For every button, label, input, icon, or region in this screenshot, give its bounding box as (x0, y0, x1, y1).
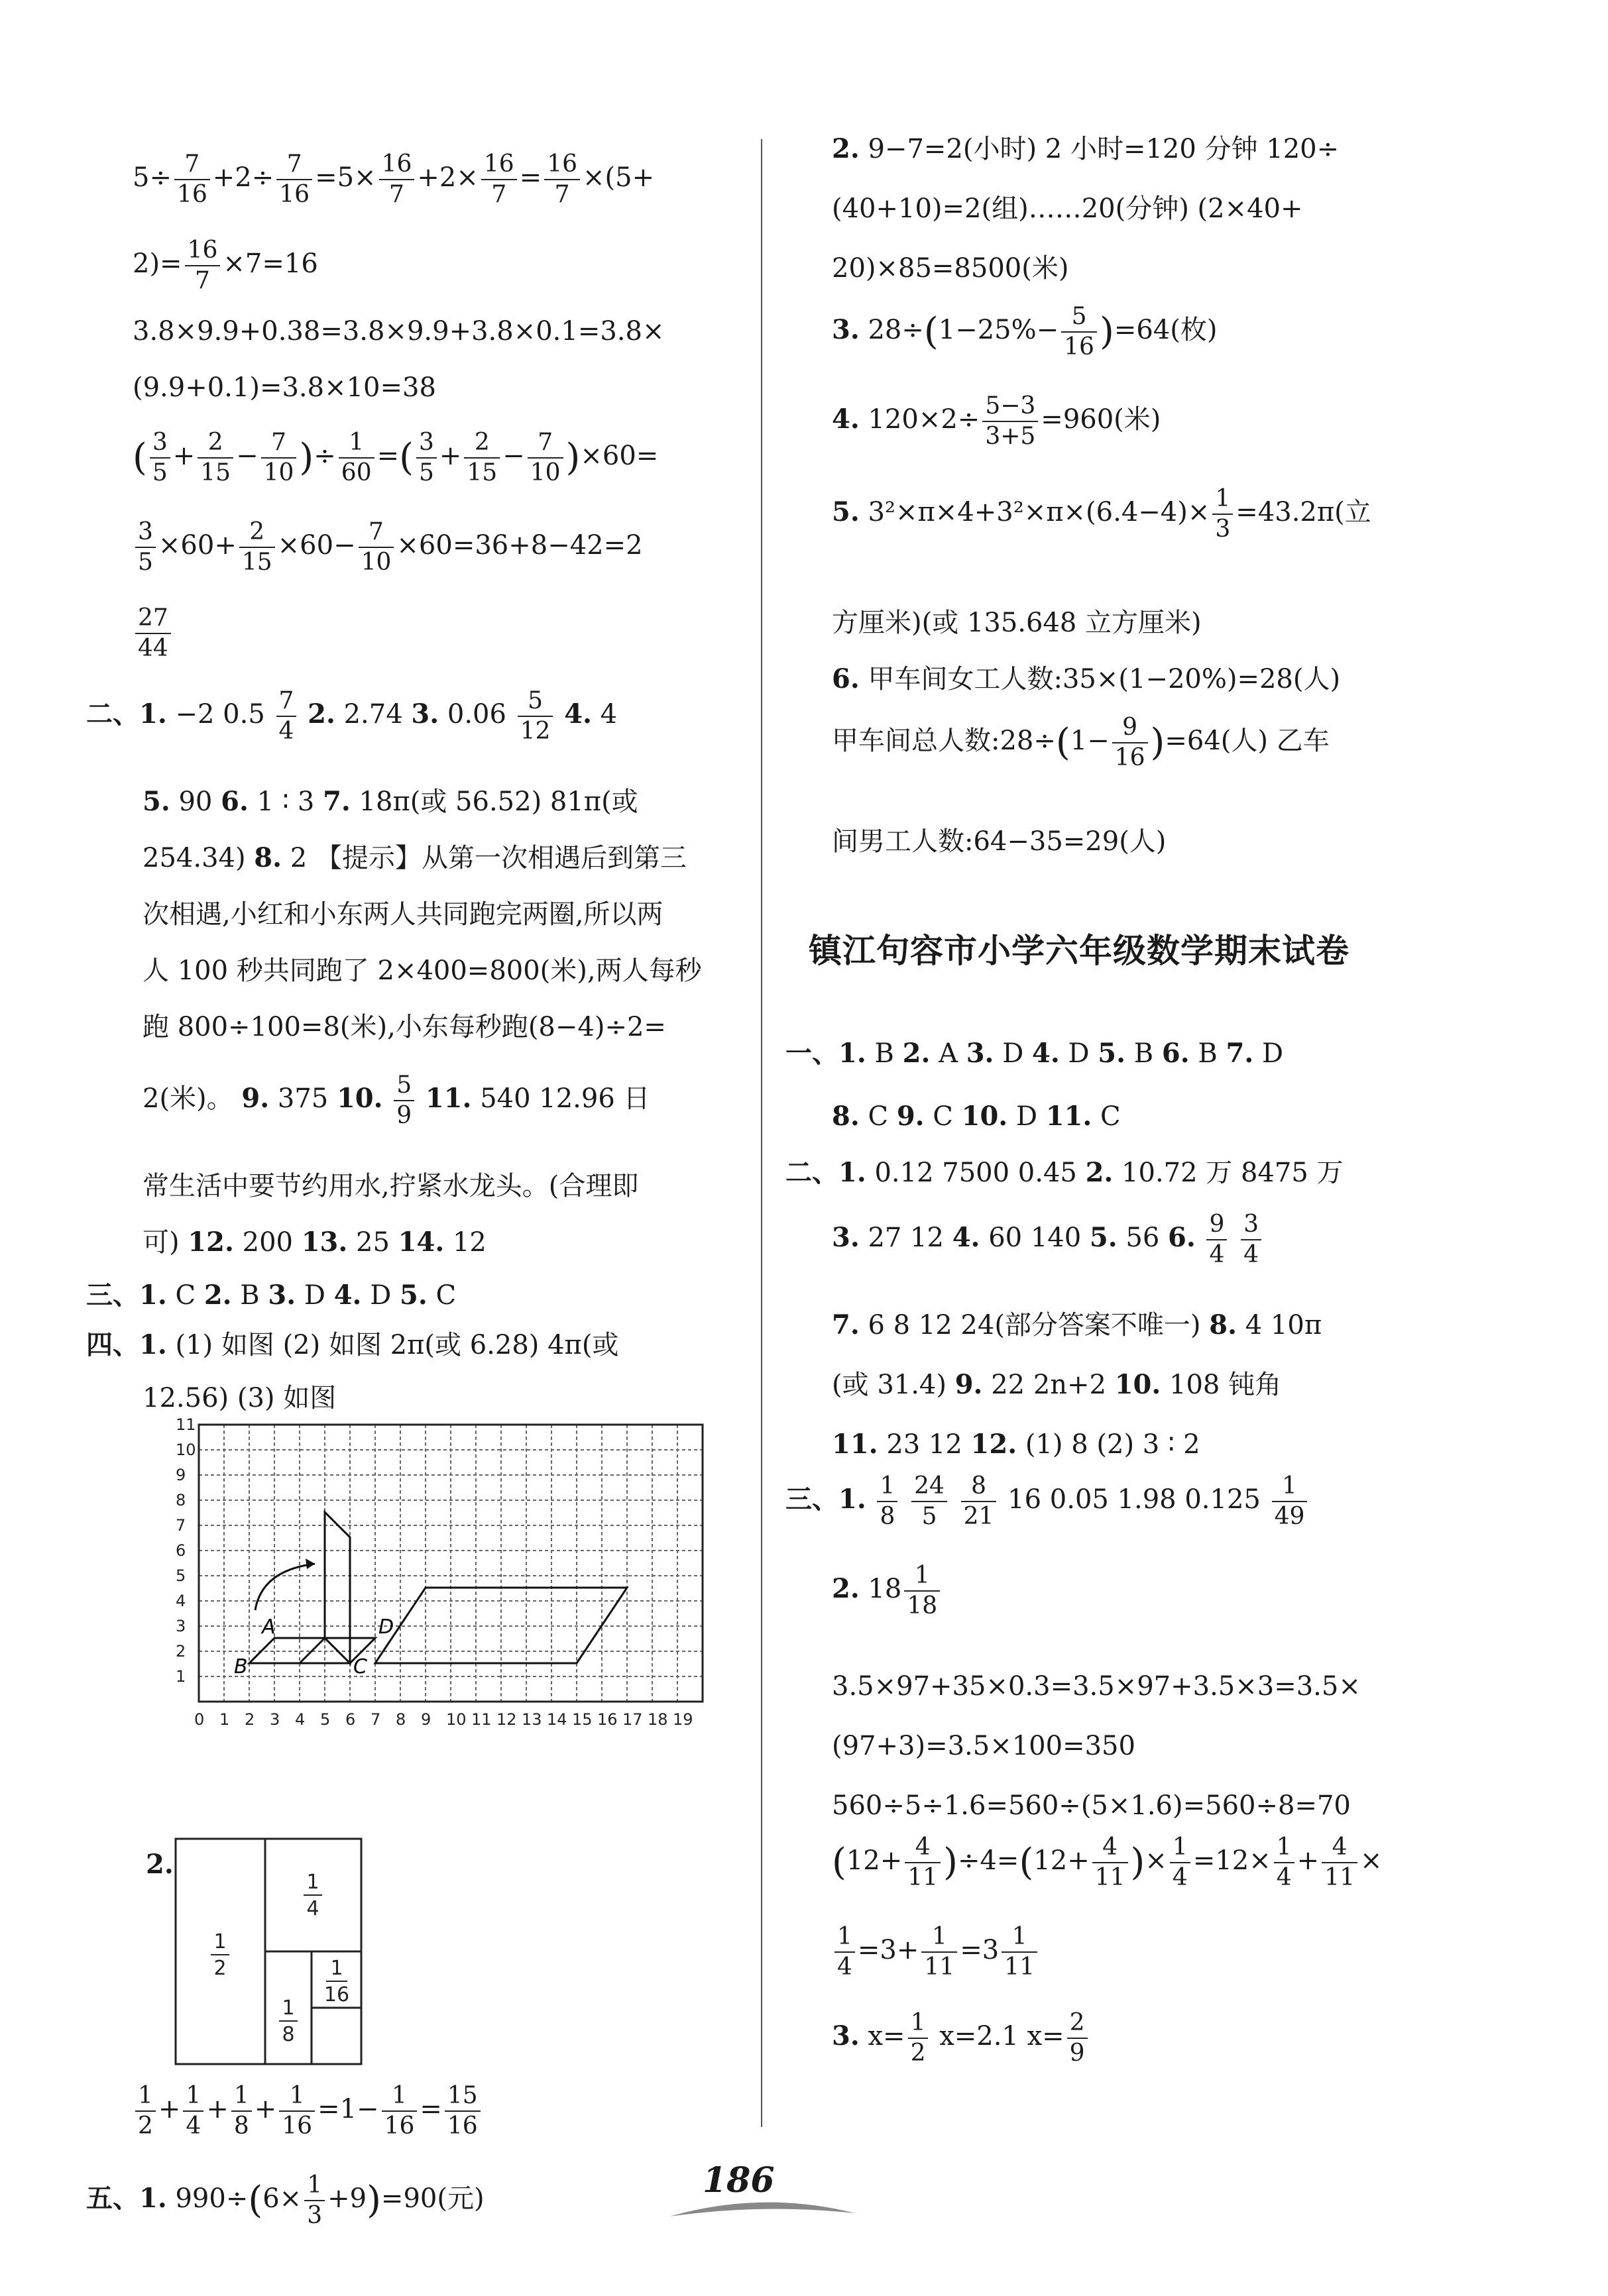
x-tick-label: 7 (371, 1710, 381, 1729)
exam-s2-line-2: 3. 27 12 4. 60 140 5. 56 6. $\frac{9}{4}$ $\frac{3}{4}$ (832, 1213, 1264, 1267)
section-4-line-1: 四、1. (1) 如图 (2) 如图 2π(或 6.28) 4π(或 (86, 1329, 619, 1360)
x-tick-label: 16 (597, 1710, 618, 1729)
svg-text:1: 1 (213, 1930, 227, 1953)
section-2-line-6: 跑 800÷100=8(米),小东每秒跑(8−4)÷2= (143, 1012, 666, 1042)
exam-s2-line-3: 7. 6 8 12 24(部分答案不唯一) 8. 4 10π (832, 1309, 1322, 1340)
section-2-line-4: 次相遇,小红和小东两人共同跑完两圈,所以两 (143, 899, 663, 930)
right-line-8: 6. 甲车间女工人数:35×(1−20%)=28(人) (832, 663, 1341, 694)
fraction: $\frac{7}{16}$ (174, 152, 210, 207)
x-tick-label: 6 (345, 1710, 356, 1729)
svg-text:1: 1 (330, 1957, 343, 1980)
rotation-arrow (255, 1564, 315, 1610)
exam-s3-line-1: 三、1. $\frac{1}{8}$ $\frac{24}{5}$ $\frac{8}{21}$ 16 0.05 1.98 0.125 $\frac{1}{49}$ (785, 1474, 1310, 1529)
x-tick-label: 4 (295, 1710, 306, 1729)
sum-line: $\frac{1}{2}$ + $\frac{1}{4}$ + $\frac{1}{8}$ + $\frac{1}{16}$ =1− $\frac{1}{16}$ = $\frac{15}{16}$ (133, 2084, 483, 2138)
section-4-line-2: 12.56) (3) 如图 (143, 1383, 337, 1413)
left-line-5: ( $\frac{3}{5}$ + $\frac{2}{15}$ − $\frac{7}{10}$ )÷ $\frac{1}{60}$ =( $\frac{3}{5}$ + $\frac{2}{15}$ − $\frac{7}{10}$ )×60= (133, 429, 659, 486)
section-2-line-5: 人 100 秒共同跑了 2×400=800(米),两人每秒 (143, 956, 702, 986)
exam-s1-line-2: 8. C 9. C 10. D 11. C (832, 1101, 1121, 1132)
section-2-line-1: 二、1. −2 0.5 $\frac{7}{4}$ 2. 2.74 3. 0.06 $\frac{5}{12}$ 4. 4 (86, 687, 618, 745)
exam-s3-line-5: 560÷5÷1.6=560÷(5×1.6)=560÷8=70 (832, 1790, 1351, 1821)
y-tick-label: 7 (176, 1516, 186, 1535)
label-c: C (353, 1655, 367, 1678)
label-b: B (234, 1655, 248, 1678)
x-tick-label: 8 (396, 1710, 406, 1729)
exam-s3-line-7: $\frac{1}{4}$ =3+ $\frac{1}{11}$ =3 $\frac{1}{11}$ (832, 1925, 1040, 1979)
y-tick-label: 9 (176, 1466, 186, 1484)
exam-s3-line-4: (97+3)=3.5×100=350 (832, 1731, 1135, 1761)
label-d: D (378, 1615, 394, 1639)
x-tick-label: 18 (648, 1710, 668, 1729)
section-3-line: 三、1. C 2. B 3. D 4. D 5. C (86, 1280, 457, 1311)
exam-s3-line-6: (12+ $\frac{4}{11}$ )÷4=(12+ $\frac{4}{11}$ )× $\frac{1}{4}$ =12× $\frac{1}{4}$ + $\frac{4}{11}$ × (832, 1833, 1383, 1891)
y-tick-label: 2 (176, 1642, 186, 1661)
fraction-diagram (172, 1835, 451, 2074)
x-tick-label: 19 (673, 1710, 693, 1729)
right-line-5: 4. 120×2÷ $\frac{5-3}{3+5}$ =960(米) (832, 392, 1161, 450)
left-line-4: (9.9+0.1)=3.8×10=38 (133, 372, 436, 403)
y-tick-label: 5 (176, 1566, 186, 1585)
x-tick-label: 17 (622, 1710, 643, 1729)
x-tick-label: 2 (245, 1710, 255, 1729)
exam-s1-line-1: 一、1. B 2. A 3. D 4. D 5. B 6. B 7. D (785, 1038, 1284, 1069)
y-tick-label: 8 (176, 1491, 186, 1509)
x-tick-label: 0 (194, 1710, 205, 1729)
exam-s3-line-2: 2. 18 $\frac{1}{18}$ (832, 1564, 943, 1618)
right-line-9: 甲车间总人数:28÷(1− $\frac{9}{16}$ )=64(人) 乙车 (832, 714, 1330, 771)
section-2-line-7: 2(米)。 9. 375 10. $\frac{5}{9}$ 11. 540 12.96 日 (143, 1071, 650, 1129)
page-number-swoosh (663, 2197, 862, 2223)
exam-s3-line-3: 3.5×97+35×0.3=3.5×97+3.5×3=3.5× (832, 1671, 1361, 1702)
svg-text:1: 1 (306, 1871, 319, 1894)
y-tick-label: 6 (176, 1541, 186, 1560)
right-line-10: 间男工人数:64−35=29(人) (832, 826, 1167, 857)
y-tick-label: 1 (176, 1667, 186, 1686)
right-line-4: 3. 28÷(1−25%− $\frac{5}{16}$ )=64(枚) (832, 303, 1218, 360)
section-2-line-3: 254.34) 8. 2 【提示】从第一次相遇后到第三 (143, 842, 687, 873)
question-2-number: 2. (146, 1849, 174, 1880)
right-line-7: 方厘米)(或 135.648 立方厘米) (832, 608, 1202, 638)
x-tick-label: 12 (496, 1710, 517, 1729)
coordinate-grid (162, 1411, 772, 1835)
x-tick-label: 14 (547, 1710, 567, 1729)
x-tick-label: 10 (446, 1710, 467, 1729)
left-line-3: 3.8×9.9+0.38=3.8×9.9+3.8×0.1=3.8× (133, 316, 665, 347)
exam-title: 镇江句容市小学六年级数学期末试卷 (809, 931, 1350, 970)
y-tick-label: 11 (176, 1415, 196, 1434)
x-tick-label: 3 (270, 1710, 280, 1729)
x-tick-label: 5 (320, 1710, 331, 1729)
x-tick-label: 13 (522, 1710, 542, 1729)
svg-text:2: 2 (213, 1957, 227, 1980)
right-line-2: (40+10)=2(组)……20(分钟) (2×40+ (832, 193, 1303, 224)
rotated-shape (325, 1512, 350, 1663)
left-line-2: 2)= $\frac{16}{7}$ ×7=16 (133, 237, 318, 294)
exam-s2-line-1: 二、1. 0.12 7500 0.45 2. 10.72 万 8475 万 (785, 1157, 1344, 1188)
exam-s2-line-4: (或 31.4) 9. 22 2n+2 10. 108 钝角 (832, 1369, 1282, 1400)
svg-text:4: 4 (306, 1897, 319, 1920)
x-tick-label: 11 (471, 1710, 492, 1729)
y-tick-label: 4 (176, 1592, 186, 1610)
right-line-6: 5. 3²×π×4+3²×π×(6.4−4)× $\frac{1}{3}$ =43.2π(立 (832, 485, 1371, 543)
exam-s2-line-5: 11. 23 12 12. (1) 8 (2) 3 ∶ 2 (832, 1429, 1200, 1460)
y-tick-label: 3 (176, 1617, 186, 1635)
svg-text:8: 8 (282, 2023, 295, 2046)
x-tick-label: 1 (219, 1710, 230, 1729)
svg-text:1: 1 (282, 1996, 295, 2020)
x-tick-label: 15 (572, 1710, 593, 1729)
x-tick-label: 9 (421, 1710, 431, 1729)
exam-s3-line-8: 3. x= $\frac{1}{2}$ x=2.1 x= $\frac{2}{9}$ (832, 2011, 1090, 2065)
right-line-1: 2. 9−7=2(小时) 2 小时=120 分钟 120÷ (832, 133, 1340, 164)
section-2-line-8: 常生活中要节约用水,拧紧水龙头。(合理即 (143, 1171, 639, 1201)
page-number: 186 (703, 2160, 775, 2201)
svg-text:16: 16 (323, 1983, 350, 2006)
section-2-line-2: 5. 90 6. 1 ∶ 3 7. 18π(或 56.52) 81π(或 (143, 786, 638, 817)
section-2-line-9: 可) 12. 200 13. 25 14. 12 (143, 1227, 487, 1258)
left-line-7: $\frac{27}{44}$ (133, 606, 174, 661)
y-tick-label: 10 (176, 1441, 196, 1459)
left-line-6: $\frac{3}{5}$ ×60+ $\frac{2}{15}$ ×60− $\frac{7}{10}$ ×60=36+8−42=2 (133, 520, 643, 574)
section-5-line: 五、1. 990÷(6× $\frac{1}{3}$ +9)=90(元) (86, 2171, 485, 2229)
right-line-3: 20)×85=8500(米) (832, 253, 1069, 284)
left-line-1: 5÷ $\frac{7}{16}$ +2÷ $\frac{7}{16}$ =5× $\frac{16}{7}$ +2× $\frac{16}{7}$ = $\frac{16}{7}$ ×(5+ (133, 150, 655, 208)
label-a: A (262, 1615, 276, 1639)
